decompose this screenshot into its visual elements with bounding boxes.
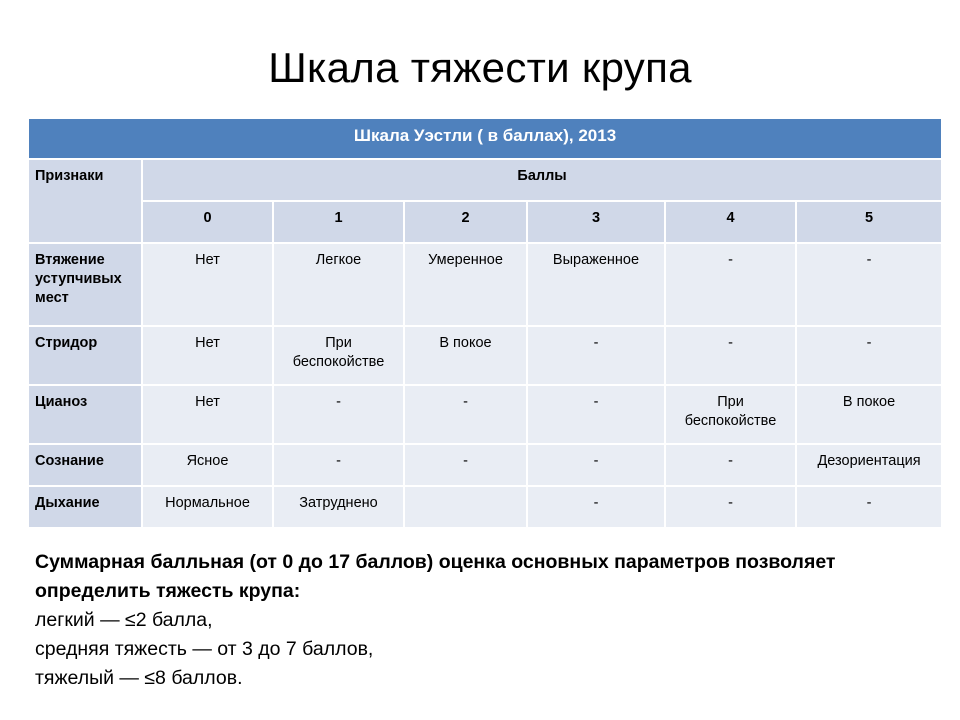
score-cell: Нормальное [142,486,273,528]
score-cell: - [665,486,796,528]
summary-block [35,548,935,693]
score-column-header: 0 [142,201,273,243]
sign-label: Дыхание [28,486,142,528]
score-column-header: 4 [665,201,796,243]
score-cell: Нет [142,326,273,385]
score-cell: - [796,243,942,326]
score-cell: - [273,385,404,444]
summary-lead-line: определить тяжесть крупа: [35,580,301,602]
score-cell: - [527,326,665,385]
score-cell: - [665,444,796,486]
score-cell: Дезориентация [796,444,942,486]
score-cell: В покое [796,385,942,444]
score-cell: Умеренное [404,243,527,326]
table-row [28,326,942,385]
severity-moderate: средняя тяжесть — от 3 до 7 баллов, [35,638,374,660]
slide-title: Шкала тяжести крупа [268,44,692,91]
score-column-header: 3 [527,201,665,243]
score-column-header: 2 [404,201,527,243]
table-caption: Шкала Уэстли ( в баллах), 2013 [28,118,942,159]
score-cell: Легкое [273,243,404,326]
score-cell: - [665,243,796,326]
score-column-header: 1 [273,201,404,243]
sign-label: Втяжение уступчивых мест [28,243,142,326]
points-header: Баллы [142,159,942,201]
score-cell: - [527,486,665,528]
severity-severe: тяжелый — ≤8 баллов. [35,667,243,689]
score-cell: Нет [142,385,273,444]
score-cell [404,486,527,528]
table-row [28,444,942,486]
score-cell: Затруднено [273,486,404,528]
score-cell: - [404,444,527,486]
score-cell: Нет [142,243,273,326]
score-cell: - [273,444,404,486]
score-cell: - [527,385,665,444]
score-cell: Ясное [142,444,273,486]
score-cell: - [796,326,942,385]
sign-label: Стридор [28,326,142,385]
score-cell: В покое [404,326,527,385]
westley-scale-table [27,117,943,529]
score-cell: - [404,385,527,444]
score-cell: Выраженное [527,243,665,326]
table-row [28,486,942,528]
table-row [28,243,942,326]
score-cell: - [796,486,942,528]
score-cell: При беспокойстве [273,326,404,385]
score-cell: При беспокойстве [665,385,796,444]
signs-header: Признаки [28,159,142,243]
sign-label: Сознание [28,444,142,486]
score-cell: - [665,326,796,385]
score-cell: - [527,444,665,486]
sign-label: Цианоз [28,385,142,444]
score-column-header: 5 [796,201,942,243]
table-row [28,385,942,444]
summary-lead-line: Суммарная балльная (от 0 до 17 баллов) оценка основных параметров позволяет [35,551,836,573]
severity-mild: легкий — ≤2 балла, [35,609,213,631]
